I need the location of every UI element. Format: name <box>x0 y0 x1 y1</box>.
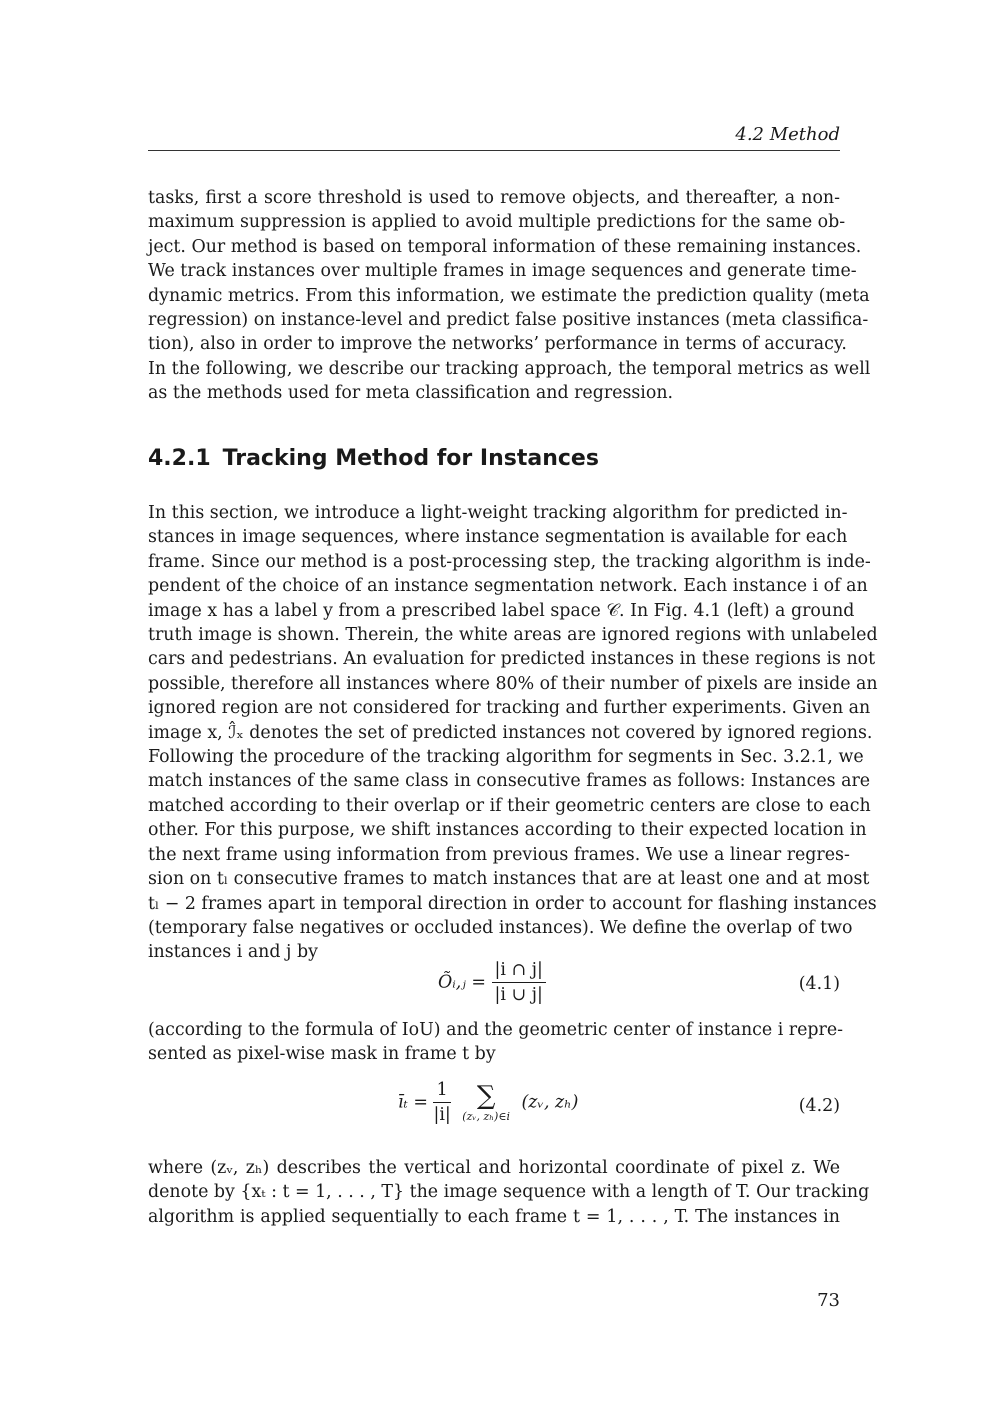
text-line: denote by {xₜ : t = 1, . . . , T} the image sequence with a length of T. Our tracking <box>148 1182 870 1203</box>
denominator: |i| <box>433 1105 451 1125</box>
equation-lhs: īₜ = <box>398 1092 428 1113</box>
page-number: 73 <box>817 1290 840 1311</box>
text-line: (temporary false negatives or occluded instances). We define the overlap of two <box>148 917 853 938</box>
text-line: instances i and j by <box>148 942 318 963</box>
numerator: |i ∩ j| <box>492 960 546 983</box>
text-line: (according to the formula of IoU) and the geometric center of instance i repre- <box>148 1020 844 1040</box>
running-title: 4.2 Method <box>735 124 840 145</box>
denominator: |i ∪ j| <box>494 985 543 1005</box>
text-line: In the following, we describe our tracking approach, the temporal metrics as well <box>148 358 871 379</box>
text-line: In this section, we introduce a light-weight tracking algorithm for predicted in- <box>148 503 848 523</box>
section-title: Tracking Method for Instances <box>222 446 599 471</box>
text-line: where (zᵥ, zₕ) describes the vertical and horizontal coordinate of pixel z. We <box>148 1158 840 1178</box>
equation-body <box>438 960 546 1005</box>
equation-number: (4.2) <box>798 1096 840 1116</box>
text-line: other. For this purpose, we shift instances according to their expected location in <box>148 820 867 841</box>
text-line: the next frame using information from previous frames. We use a linear regres- <box>148 844 850 865</box>
text-line: possible, therefore all instances where 80% of their number of pixels are inside an <box>148 673 878 694</box>
text-line: regression) on instance-level and predict false positive instances (meta classifica- <box>148 310 869 331</box>
text-line: ignored region are not considered for tracking and further experiments. Given an <box>148 698 871 719</box>
text-line: We track instances over multiple frames in image sequences and generate time- <box>148 261 857 282</box>
text-line: maximum suppression is applied to avoid multiple predictions for the same ob- <box>148 212 846 233</box>
text-line: truth image is shown. Therein, the white areas are ignored regions with unlabeled <box>148 625 878 646</box>
text-line: ject. Our method is based on temporal information of these remaining instances. <box>148 236 862 257</box>
fraction <box>492 960 546 1005</box>
sum-symbol: ∑ <box>476 1081 496 1111</box>
text-line: stances in image sequences, where instance segmentation is available for each <box>148 527 848 548</box>
text-line: as the methods used for meta classification and regression. <box>148 383 674 404</box>
numerator: 1 <box>433 1080 450 1103</box>
text-line: tₗ − 2 frames apart in temporal direction in order to account for flashing instances <box>148 893 877 914</box>
text-line: dynamic metrics. From this information, we estimate the prediction quality (meta <box>148 285 870 306</box>
equation-lhs: Õᵢ,ⱼ = <box>438 972 486 993</box>
summation <box>462 1082 510 1123</box>
text-line: tasks, first a score threshold is used to remove objects, and thereafter, a non- <box>148 188 840 208</box>
equation-4-1 <box>148 960 840 1012</box>
text-line: cars and pedestrians. An evaluation for predicted instances in these regions is not <box>148 649 876 670</box>
text-line: sion on tₗ consecutive frames to match instances that are at least one and at most <box>148 869 870 890</box>
section-number: 4.2.1 <box>148 446 211 471</box>
text-line: image x, ℐ̂ₓ denotes the set of predicted instances not covered by ignored regions. <box>148 722 873 743</box>
text-line: matched according to their overlap or if their geometric centers are close to each <box>148 795 871 816</box>
equation-rhs: (zᵥ, zₕ) <box>521 1092 579 1113</box>
text-line: image x has a label y from a prescribed label space 𝒞. In Fig. 4.1 (left) a ground <box>148 600 855 621</box>
text-line: sented as pixel-wise mask in frame t by <box>148 1044 496 1065</box>
section-heading <box>148 446 599 471</box>
text-line: algorithm is applied sequentially to each frame t = 1, . . . , T. The instances in <box>148 1206 840 1227</box>
text-line: match instances of the same class in consecutive frames as follows: Instances are <box>148 771 871 792</box>
intro-paragraph <box>148 186 871 406</box>
mid-paragraph <box>148 1018 844 1067</box>
text-line: Following the procedure of the tracking algorithm for segments in Sec. 3.2.1, we <box>148 747 864 768</box>
fraction <box>433 1080 450 1125</box>
equation-number: (4.1) <box>798 974 840 994</box>
text-line: tion), also in order to improve the networks’ performance in terms of accuracy. <box>148 334 847 355</box>
running-header <box>148 122 840 151</box>
text-line: pendent of the choice of an instance segmentation network. Each instance i of an <box>148 576 868 597</box>
body-paragraph <box>148 501 878 965</box>
text-line: frame. Since our method is a post-processing step, the tracking algorithm is inde- <box>148 551 871 572</box>
sum-subscript: (zᵥ, zₕ)∈i <box>462 1110 510 1123</box>
end-paragraph <box>148 1156 870 1229</box>
equation-4-2 <box>148 1080 840 1142</box>
equation-body <box>398 1080 578 1125</box>
